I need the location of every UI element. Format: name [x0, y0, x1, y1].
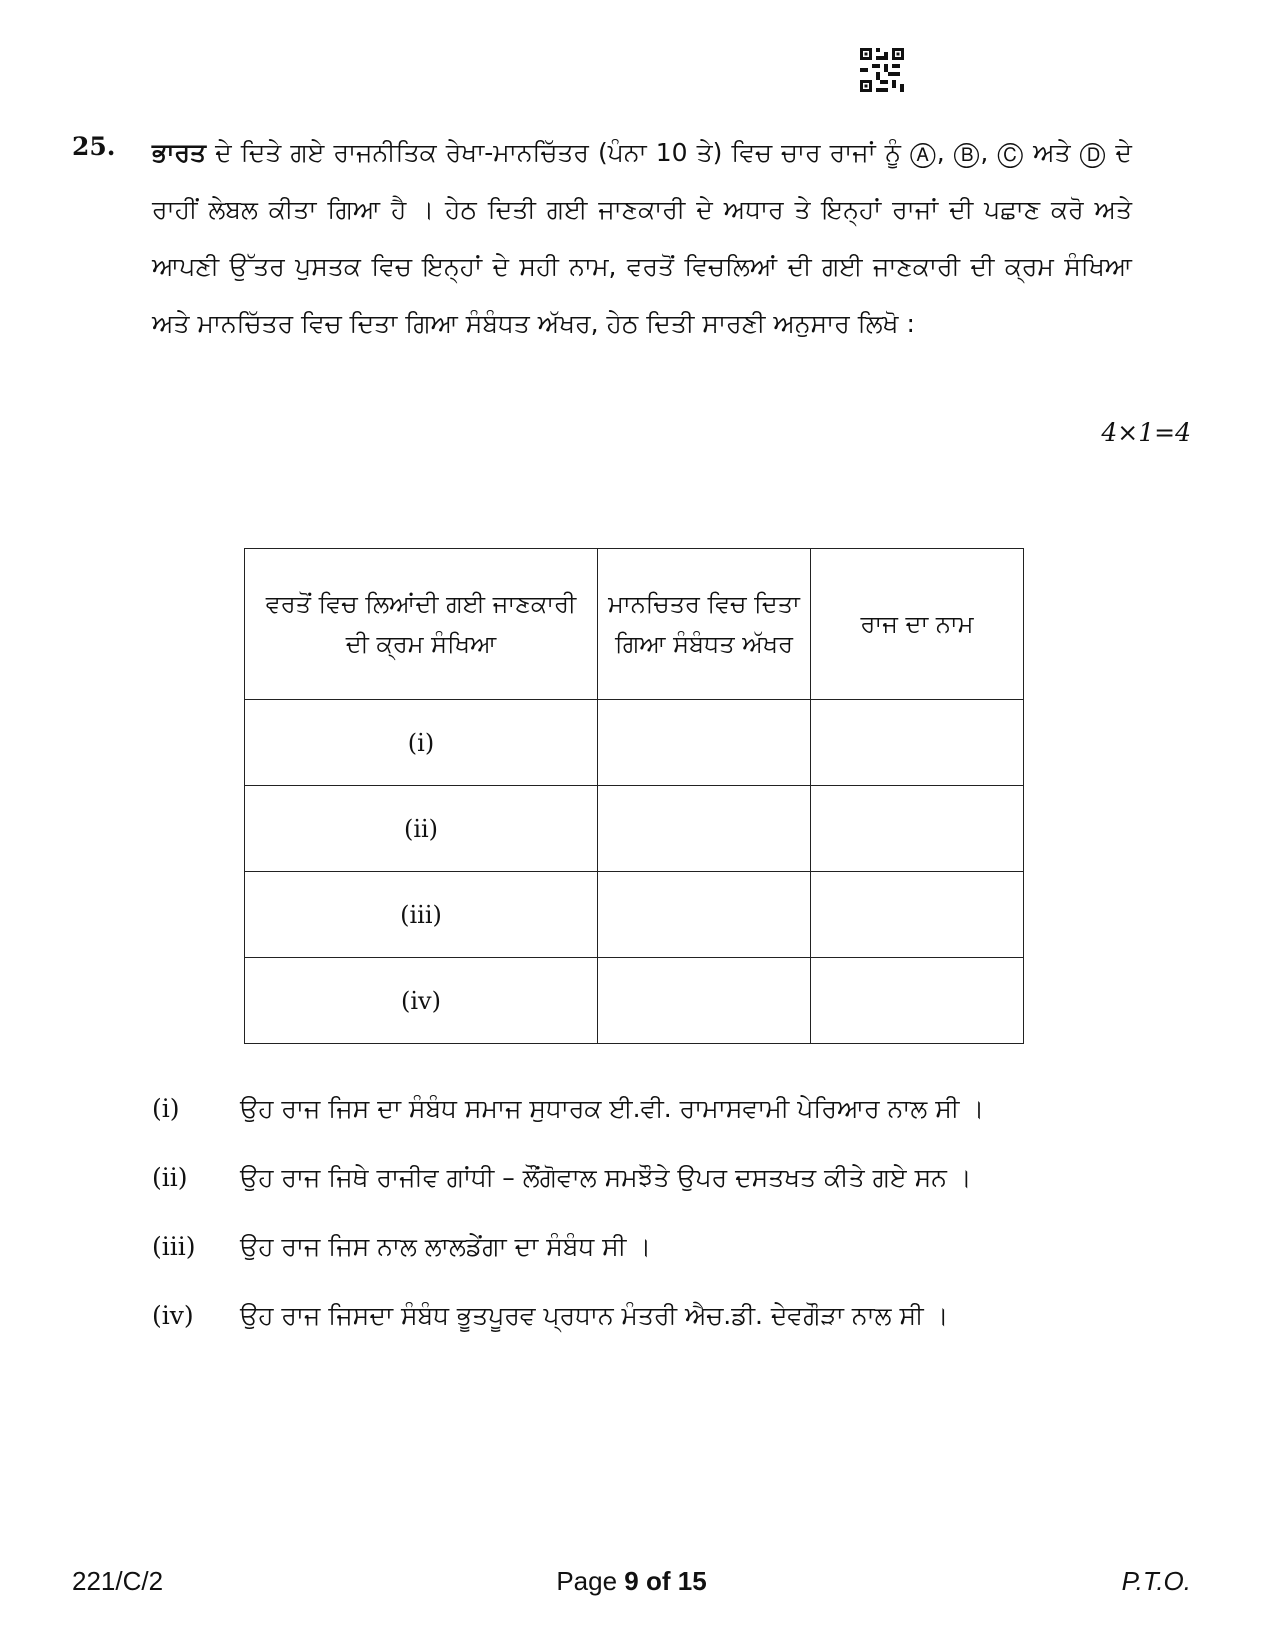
clue-text: ਉਹ ਰਾਜ ਜਿਸ ਨਾਲ ਲਾਲਡੇਂਗਾ ਦਾ ਸੰਬੰਧ ਸੀ । [240, 1232, 652, 1261]
row-letter-cell [598, 958, 811, 1044]
marks-allocation: 4×1=4 [1101, 418, 1191, 447]
clue-text: ਉਹ ਰਾਜ ਜਿਸ ਦਾ ਸੰਬੰਧ ਸਮਾਜ ਸੁਧਾਰਕ ਈ.ਵੀ. ਰਾਮਾਸਵਾਮੀ ਪੇਰਿਆਰ ਨਾਲ ਸੀ । [240, 1094, 985, 1123]
row-state-cell [811, 786, 1024, 872]
paper-code: 221/C/2 [72, 1566, 164, 1596]
header-state-name: ਰਾਜ ਦਾ ਨਾਮ [811, 549, 1024, 700]
row-letter-cell [598, 700, 811, 786]
list-item [152, 1149, 1132, 1206]
table-row [245, 786, 1024, 872]
pto-label: P.T.O. [1121, 1566, 1191, 1596]
table-row [245, 700, 1024, 786]
clue-number: (iv) [152, 1301, 194, 1330]
page-of: of [638, 1566, 678, 1596]
answer-table [244, 548, 1024, 1044]
row-letter-cell [598, 786, 811, 872]
header-serial-number: ਵਰਤੋਂ ਵਿਚ ਲਿਆਂਦੀ ਗਈ ਜਾਣਕਾਰੀ ਦੀ ਕ੍ਰਮ ਸੰਖਿਆ [245, 549, 598, 700]
table-header-row [245, 549, 1024, 700]
row-serial: (i) [245, 700, 598, 786]
clue-number: (i) [152, 1094, 180, 1123]
clue-number: (ii) [152, 1163, 188, 1192]
question-text [152, 124, 1132, 352]
row-state-cell [811, 700, 1024, 786]
page-current: 9 [624, 1566, 639, 1596]
list-item [152, 1287, 1132, 1344]
header-map-letter: ਮਾਨਚਿਤਰ ਵਿਚ ਦਿਤਾ ਗਿਆ ਸੰਬੰਧਤ ਅੱਖਰ [598, 549, 811, 700]
page-footer [72, 1566, 1191, 1600]
row-serial: (iv) [245, 958, 598, 1044]
question-body: ਦੇ ਦਿਤੇ ਗਏ ਰਾਜਨੀਤਿਕ ਰੇਖਾ-ਮਾਨਚਿੱਤਰ (ਪੰਨਾ 10 ਤੇ) ਵਿਚ ਚਾਰ ਰਾਜਾਂ ਨੂੰ Ⓐ, Ⓑ, Ⓒ ਅਤੇ Ⓓ ਦੇ ਰਾਹੀਂ ਲੇਬਲ ਕੀਤਾ ਗਿਆ ਹੈ । ਹੇਠ ਦਿਤੀ ਗਈ ਜਾਣਕਾਰੀ ਦੇ ਅਧਾਰ ਤੇ ਇਨ੍ਹਾਂ ਰਾਜਾਂ ਦੀ ਪਛਾਣ ਕਰੋ ਅਤੇ ਆਪਣੀ ਉੱਤਰ ਪੁਸਤਕ ਵਿਚ ਇਨ੍ਹਾਂ ਦੇ ਸਹੀ ਨਾਮ, ਵਰਤੋਂ ਵਿਚਲਿਆਂ ਦੀ ਗਈ ਜਾਣਕਾਰੀ ਦੀ ਕ੍ਰਮ ਸੰਖਿਆ ਅਤੇ ਮਾਨਚਿੱਤਰ ਵਿਚ ਦਿਤਾ ਗਿਆ ਸੰਬੰਧਤ ਅੱਖਰ, ਹੇਠ ਦਿਤੀ ਸਾਰਣੀ ਅਨੁਸਾਰ ਲਿਖੋ : [152, 138, 1132, 338]
row-serial: (iii) [245, 872, 598, 958]
table-row [245, 872, 1024, 958]
list-item [152, 1218, 1132, 1275]
row-serial: (ii) [245, 786, 598, 872]
row-state-cell [811, 872, 1024, 958]
page-number [72, 1566, 1191, 1597]
row-letter-cell [598, 872, 811, 958]
question-number: 25. [72, 132, 116, 161]
page-prefix: Page [556, 1566, 625, 1596]
question-lead-word: ਭਾਰਤ [152, 138, 206, 167]
table-row [245, 958, 1024, 1044]
list-item [152, 1080, 1132, 1137]
clue-text: ਉਹ ਰਾਜ ਜਿਥੇ ਰਾਜੀਵ ਗਾਂਧੀ – ਲੌਂਗੋਵਾਲ ਸਮਝੌਤੇ ਉਪਰ ਦਸਤਖਤ ਕੀਤੇ ਗਏ ਸਨ । [240, 1163, 972, 1192]
clue-number: (iii) [152, 1232, 196, 1261]
clue-text: ਉਹ ਰਾਜ ਜਿਸਦਾ ਸੰਬੰਧ ਭੂਤਪੂਰਵ ਪ੍ਰਧਾਨ ਮੰਤਰੀ ਐਚ.ਡੀ. ਦੇਵਗੌੜਾ ਨਾਲ ਸੀ । [240, 1301, 949, 1330]
page-total: 15 [677, 1566, 707, 1596]
clue-list [152, 1080, 1132, 1356]
qr-code [860, 48, 904, 92]
row-state-cell [811, 958, 1024, 1044]
